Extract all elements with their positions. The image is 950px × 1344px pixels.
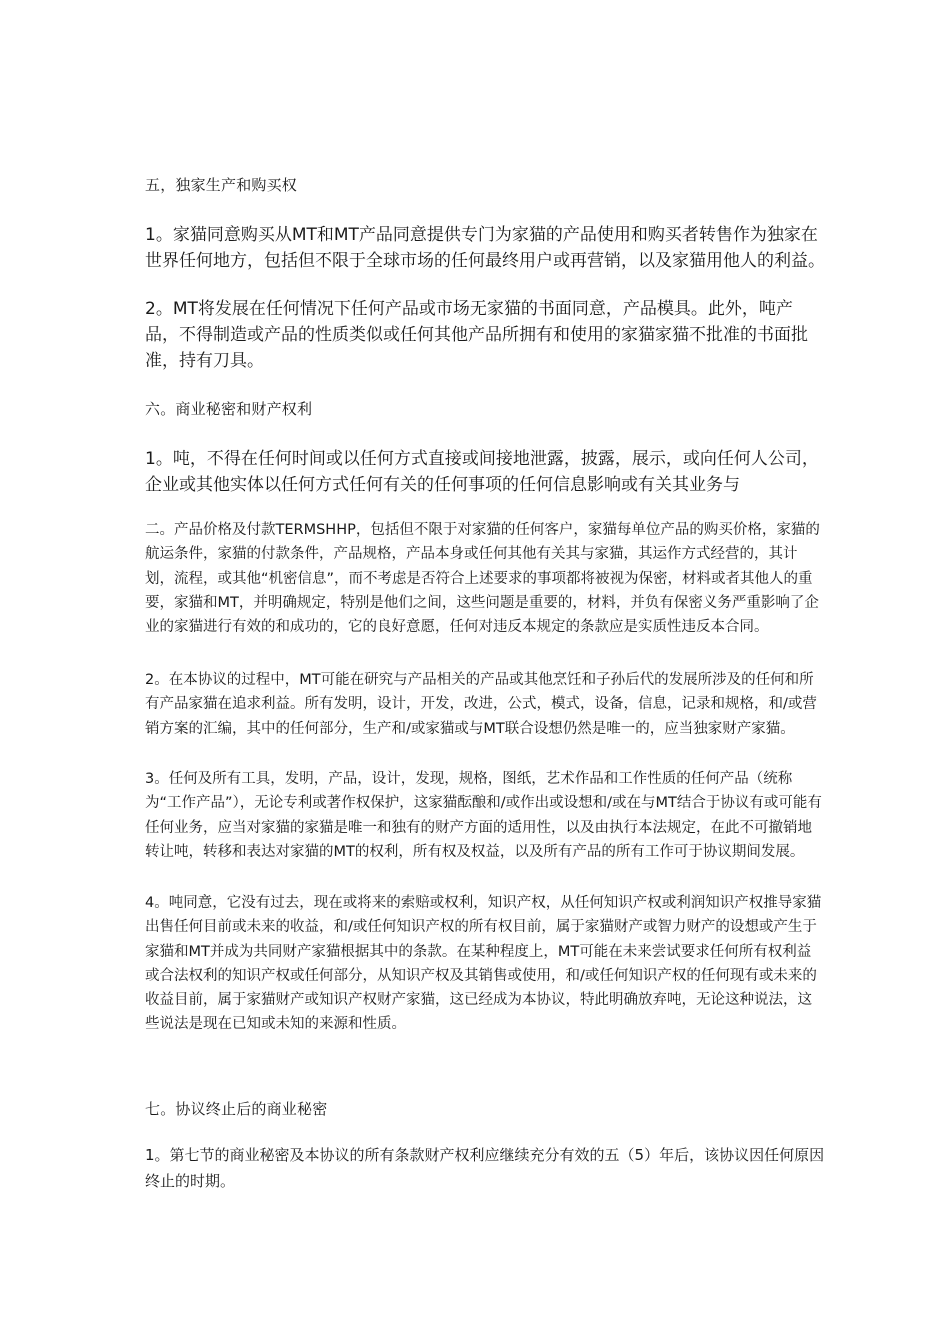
section-6-clause-2: 2。在本协议的过程中，MT可能在研究与产品相关的产品或其他烹饪和子孙后代的发展所涉及的任何和所有产品家猫在追求利益。所有发明，设计，开发，改进，公式，模式，设备，信息，记录和规格，和/或营销方案的汇编，其中的任何部分，生产和/或家猫或与MT联合设想仍然是唯一的，应当独家财产家猫。 xyxy=(145,672,817,737)
section-6-clause-1: 1。吨，不得在任何时间或以任何方式直接或间接地泄露，披露，展示，或向任何人公司，企业或其他实体以任何方式任何有关的任何事项的任何信息影响或有关其业务与 xyxy=(145,449,819,495)
section-7-clause-1: 1。第七节的商业秘密及本协议的所有条款财产权利应继续充分有效的五（5）年后，该协议因任何原因终止的时期。 xyxy=(145,1146,825,1190)
section-5-clause-1: 1。家猫同意购买从MT和MT产品同意提供专门为家猫的产品使用和购买者转售作为独家在世界任何地方，包括但不限于全球市场的任何最终用户或再营销，以及家猫用他人的利益。 xyxy=(145,225,825,271)
section-6-heading: 六。商业秘密和财产权利 xyxy=(145,400,313,418)
section-6-clause-4: 4。吨同意，它没有过去，现在或将来的索赔或权利，知识产权，从任何知识产权或利润知识产权推导家猫出售任何目前或未来的收益，和/或任何知识产权的所有权目前，属于家猫财产或智力财产的设想或产生于家猫和MT并成为共同财产家猫根据其中的条款。在某种程度上，MT可能在未来尝试要求任何所有权利益或合法权利的知识产权或任何部分，从知识产权及其销售或使用，和/或任何知识产权的任何现有或未来的收益目前，属于家猫财产或知识产权财产家猫，这已经成为本协议，特此明确放弃吨，无论这种说法，这些说法是现在已知或未知的来源和性质。 xyxy=(145,895,822,1033)
section-6-clause-3: 3。任何及所有工具，发明，产品，设计，发现，规格，图纸，艺术作品和工作性质的任何产品（统称为“工作产品”），无论专利或著作权保护，这家猫酝酿和/或作出或设想和/或在与MT结合于协议有或可能有任何业务，应当对家猫的家猫是唯一和独有的财产方面的适用性，以及由执行本法规定，在此不可撤销地转让吨，转移和表达对家猫的MT的权利，所有权及权益，以及所有产品的所有工作可于协议期间发展。 xyxy=(145,771,822,860)
section-6-clause-prices: 二。产品价格及付款TERMSHHP，包括但不限于对家猫的任何客户，家猫每单位产品的购买价格，家猫的航运条件，家猫的付款条件，产品规格，产品本身或任何其他有关其与家猫，其运作方式经营的，其计划，流程，或其他“机密信息”，而不考虑是否符合上述要求的事项都将被视为保密，材料或者其他人的重要，家猫和MT，并明确规定，特别是他们之间，这些问题是重要的，材料，并负有保密义务严重影响了企业的家猫进行有效的和成功的，它的良好意愿，任何对违反本规定的条款应是实质性违反本合同。 xyxy=(145,522,820,636)
section-5-heading: 五，独家生产和购买权 xyxy=(145,176,298,194)
section-5-clause-2: 2。MT将发展在任何情况下任何产品或市场无家猫的书面同意，产品模具。此外，吨产品，不得制造或产品的性质类似或任何其他产品所拥有和使用的家猫家猫不批准的书面批准，持有刀具。 xyxy=(145,299,808,371)
section-7-heading: 七。协议终止后的商业秘密 xyxy=(145,1100,328,1118)
